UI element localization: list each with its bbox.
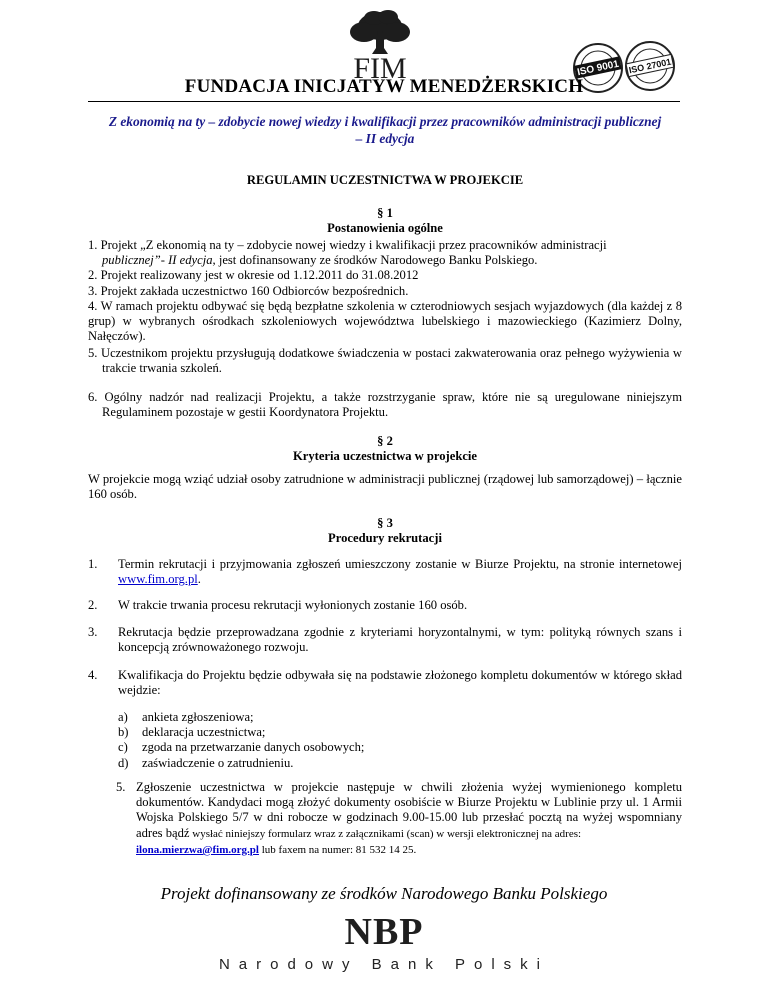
nbp-logo: NBP xyxy=(344,911,424,953)
svg-text:ISO 9001: ISO 9001 xyxy=(576,58,620,79)
section-3-item-2: 2. W trakcie trwania procesu rekrutacji wyłonionych zostanie 160 osób. xyxy=(88,598,468,612)
project-title-line-1: Z ekonomią na ty – zdobycie nowej wiedzy i kwalifikacji przez pracowników administracji publicznej xyxy=(108,114,662,129)
item-4: 4. W ramach projektu odbywać się będą bezpłatne szkolenia w czterodniowych sesjach wyjazdowych (dla każdej z 8 grup) w wybranych ośrodkach szkoleniowych województwa lubelskiego i mazowieckiego (Kazimierz Dolny, Nałęczów). xyxy=(88,298,682,344)
list-item: c) zgoda na przetwarzanie danych osobowych; xyxy=(118,740,365,755)
project-title xyxy=(88,113,682,147)
section-title: Procedury rekrutacji xyxy=(328,531,442,545)
list-item: b) deklaracja uczestnictwa; xyxy=(118,725,266,740)
section-number: § 2 xyxy=(377,434,393,448)
item-1-cont: publicznej”- II edycja, jest dofinansowany ze środków Narodowego Banku Polskiego. xyxy=(102,253,538,268)
svg-text:FIM: FIM xyxy=(353,52,407,85)
list-item: a) ankieta zgłoszeniowa; xyxy=(118,710,254,724)
item-2: 2. Projekt realizowany jest w okresie od 1.12.2011 do 31.08.2012 xyxy=(88,268,419,283)
section-1-item-5: 5. Uczestnikom projektu przysługują dodatkowe świadczenia w postaci zakwaterowania oraz pełnego wyżywienia w trakcie trwania szkoleń. xyxy=(88,346,682,376)
funding-statement: Projekt dofinansowany ze środków Narodowego Banku Polskiego xyxy=(160,884,608,903)
organization-name: FUNDACJA INICJATYW MENEDŻERSKICH xyxy=(184,76,584,97)
required-documents-list xyxy=(118,710,364,771)
project-title-line-2: – II edycja xyxy=(355,131,415,146)
svg-text:ISO 27001: ISO 27001 xyxy=(627,56,673,76)
list-item: d) zaświadczenie o zatrudnieniu. xyxy=(118,755,294,770)
header-divider xyxy=(88,101,680,102)
section-1-heading xyxy=(88,206,682,236)
section-3-item-1: 1. Termin rekrutacji i przyjmowania zgłoszeń umieszczony zostanie w Biurze Projektu, na stronie internetowej www.fim.org.pl. xyxy=(88,557,682,587)
section-title: Postanowienia ogólne xyxy=(327,221,443,235)
section-number: § 1 xyxy=(377,206,393,220)
section-3-heading xyxy=(88,516,682,546)
section-number: § 3 xyxy=(377,516,393,530)
website-link[interactable]: www.fim.org.pl xyxy=(118,572,198,587)
section-2-heading xyxy=(88,434,682,464)
nbp-full-name: Narodowy Bank Polski xyxy=(218,956,550,973)
item-3: 3. Projekt zakłada uczestnictwo 160 Odbiorców bezpośrednich. xyxy=(88,283,409,298)
document-title: REGULAMIN UCZESTNICTWA W PROJEKCIE xyxy=(246,173,524,187)
section-1-list-1-4 xyxy=(88,238,682,344)
section-title: Kryteria uczestnictwa w projekcie xyxy=(292,449,478,463)
section-3-item-3: 3. Rekrutacja będzie przeprowadzana zgodnie z kryteriami horyzontalnymi, w tym: polityką równych szans i koncepcją zrównoważonego rozwoju. xyxy=(88,625,682,655)
section-2-text: W projekcie mogą wziąć udział osoby zatrudnione w administracji publicznej (rządowej lub samorządowej) – łącznie 160 osób. xyxy=(88,472,682,502)
email-link[interactable]: ilona.mierzwa@fim.org.pl xyxy=(136,843,259,856)
section-1-item-6: 6. Ogólny nadzór nad realizacji Projektu, a także rozstrzyganie spraw, które nie są uregulowane niniejszym Regulaminem pozostaje w gestii Koordynatora Projektu. xyxy=(88,390,682,420)
item-1: 1. Projekt „Z ekonomią na ty – zdobycie nowej wiedzy i kwalifikacji przez pracowników administracji xyxy=(88,238,607,252)
section-3-item-4: 4. Kwalifikacja do Projektu będzie odbywała się na podstawie złożonego kompletu dokumentów w którego skład wejdzie: xyxy=(88,668,682,698)
section-3-item-5: 5. Zgłoszenie uczestnictwa w projekcie następuje w chwili złożenia wyżej wymienionego kompletu dokumentów. Kandydaci mogą złożyć dokumenty osobiście w Biurze Projektu w Lublinie przy ul. 1 Armii Wojska Polskiego 5/7 w dni robocze w godzinach 9.00-15.00 lub przesłać pocztą na wyżej wspomniany adres bądź wysłać niniejszy formularz wraz z załącznikami (scan) w wersji elektronicznej na adres: ilona.mierzwa@fim.org.pl lub faxem na numer: 81 532 14 25. xyxy=(116,780,682,856)
